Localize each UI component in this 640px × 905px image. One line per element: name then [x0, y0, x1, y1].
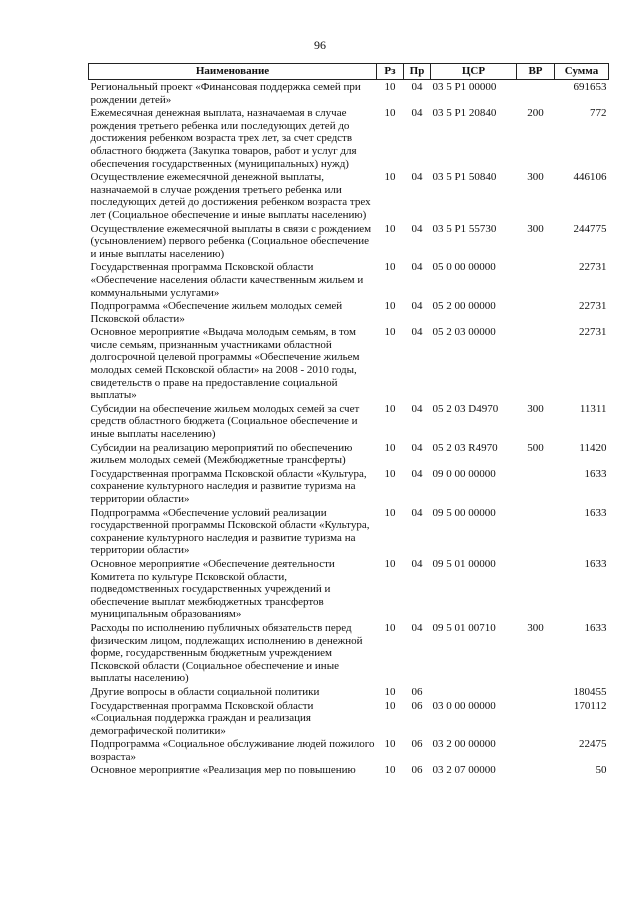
cell-pr: 04 — [411, 326, 423, 339]
cell-pr: 04 — [411, 261, 423, 274]
cell-name: Региональный проект «Финансовая поддержка семей при рождении детей» — [90, 81, 361, 106]
cell-rz: 10 — [384, 738, 396, 751]
table-row — [89, 441, 609, 467]
cell-vr: 300 — [527, 171, 544, 184]
cell-sum: 22731 — [579, 326, 607, 339]
cell-rz: 10 — [384, 441, 396, 454]
cell-vr — [517, 325, 555, 402]
cell-csr: 09 5 01 00710 — [432, 621, 496, 634]
table-row — [89, 299, 609, 325]
cell-name: Государственная программа Псковской области «Социальная поддержка граждан и реализация демографической политики» — [90, 699, 314, 737]
table-row — [89, 170, 609, 221]
table-row — [89, 557, 609, 621]
cell-vr: 500 — [527, 441, 544, 454]
cell-rz: 10 — [384, 685, 396, 698]
cell-csr: 05 2 03 D4970 — [432, 402, 499, 415]
cell-pr: 06 — [411, 699, 423, 712]
cell-vr: 300 — [527, 402, 544, 415]
cell-name: Подпрограмма «Обеспечение жильем молодых семей Псковской области» — [90, 300, 343, 325]
cell-sum: 11311 — [579, 402, 607, 415]
cell-sum: 772 — [590, 107, 607, 120]
cell-name: Государственная программа Псковской области «Обеспечение населения области качественным жильем и коммунальными услугами» — [90, 261, 364, 299]
table-row — [89, 80, 609, 107]
cell-name: Основное мероприятие «Обеспечение деятельности Комитета по культуре Псковской области, подведомственных государственных учреждений и обеспечение выплат межбюджетных трансфертов муниципальным образованиям» — [90, 557, 335, 621]
cell-rz: 10 — [384, 467, 396, 480]
cell-sum: 1633 — [584, 557, 607, 570]
cell-rz: 10 — [384, 171, 396, 184]
cell-pr: 04 — [411, 222, 423, 235]
cell-sum: 180455 — [573, 685, 607, 698]
cell-name: Расходы по исполнению публичных обязательств перед физическим лицом, подлежащих исполнению в денежной форме, государственным бюджетным учреждением Псковской области (Социальное обеспечение и иные выплаты населению) — [90, 621, 363, 685]
cell-rz: 10 — [384, 557, 396, 570]
table-row — [89, 106, 609, 170]
cell-rz: 10 — [384, 81, 396, 93]
cell-csr: 09 5 01 00000 — [432, 557, 496, 570]
cell-rz: 10 — [384, 300, 396, 313]
cell-sum: 11420 — [579, 441, 607, 454]
cell-sum: 691653 — [573, 81, 607, 93]
cell-csr: 03 5 P1 20840 — [432, 107, 497, 120]
cell-rz: 10 — [384, 261, 396, 274]
cell-rz: 10 — [384, 764, 396, 777]
cell-vr — [517, 80, 555, 107]
cell-csr: 03 2 07 00000 — [432, 764, 496, 777]
cell-pr: 04 — [411, 402, 423, 415]
table-row — [89, 260, 609, 299]
cell-pr: 06 — [411, 764, 423, 777]
cell-name: Субсидии на реализацию мероприятий по обеспечению жильем молодых семей (Межбюджетные трансферты) — [90, 441, 353, 467]
cell-csr: 05 2 03 00000 — [432, 326, 496, 339]
cell-rz: 10 — [384, 107, 396, 120]
cell-pr: 06 — [411, 685, 423, 698]
table-row — [89, 763, 609, 777]
cell-pr: 04 — [411, 81, 423, 93]
cell-vr: 300 — [527, 222, 544, 235]
cell-rz: 10 — [384, 222, 396, 235]
cell-vr — [517, 699, 555, 738]
cell-sum: 170112 — [573, 699, 607, 712]
cell-name: Другие вопросы в области социальной политики — [90, 685, 320, 698]
cell-csr: 05 0 00 00000 — [432, 261, 496, 274]
cell-pr: 04 — [411, 171, 423, 184]
cell-pr: 06 — [411, 738, 423, 751]
cell-name: Государственная программа Псковской области «Культура, сохранение культурного наследия и развитие туризма на территории области» — [90, 467, 367, 505]
table-row — [89, 467, 609, 506]
cell-csr: 09 0 00 00000 — [432, 467, 496, 480]
cell-sum: 446106 — [573, 171, 607, 184]
cell-csr: 03 5 P1 50840 — [432, 171, 497, 184]
cell-sum: 1633 — [584, 506, 607, 519]
cell-rz: 10 — [384, 326, 396, 339]
cell-pr: 04 — [411, 107, 423, 120]
budget-table — [88, 63, 609, 777]
cell-vr: 300 — [527, 621, 544, 634]
cell-sum: 1633 — [584, 621, 607, 634]
header-sum: Сумма — [555, 64, 609, 80]
cell-pr: 04 — [411, 557, 423, 570]
cell-name: Осуществление ежемесячной денежной выплаты, назначаемой в случае рождения третьего ребенка или последующих детей до достижения ребенком возраста трех лет (Социальное обеспечение и иные выплаты населению) — [90, 171, 371, 221]
header-vr: ВР — [517, 64, 555, 80]
cell-name: Подпрограмма «Обеспечение условий реализации государственной программы Псковской области «Культура, сохранение культурного наследия и развитие туризма на территории области» — [90, 506, 370, 557]
cell-csr — [431, 685, 517, 699]
cell-vr — [517, 506, 555, 557]
cell-rz: 10 — [384, 402, 396, 415]
cell-name: Основное мероприятие «Выдача молодым семьям, в том числе семьям, признанным участниками областной долгосрочной целевой программы «Обеспечение жильем молодых семей Псковской области» на 2008 - 2010 годы, свидетельств о праве на предоставление социальной выплаты» — [90, 326, 360, 402]
cell-csr: 03 0 00 00000 — [432, 699, 496, 712]
page-number: 96 — [314, 38, 326, 52]
header-csr: ЦСР — [431, 64, 517, 80]
cell-name: Ежемесячная денежная выплата, назначаемая в случае рождения третьего ребенка или последующих детей до достижения ребенком возраста трех лет, за счет средств областного бюджета (Закупка товаров, работ и услуг для обеспечения государственных (муниципальных) нужд) — [90, 107, 357, 170]
cell-vr — [517, 685, 555, 699]
cell-rz: 10 — [384, 621, 396, 634]
table-row — [89, 737, 609, 763]
cell-name: Осуществление ежемесячной выплаты в связи с рождением (усыновлением) первого ребенка (Социальное обеспечение и иные выплаты населению) — [90, 222, 372, 260]
table-header-row — [89, 64, 609, 80]
cell-sum: 50 — [595, 764, 607, 777]
cell-vr — [517, 737, 555, 763]
cell-vr — [517, 557, 555, 621]
cell-name: Основное мероприятие «Реализация мер по повышению — [90, 764, 356, 777]
table-row — [89, 325, 609, 402]
cell-sum: 22731 — [579, 261, 607, 274]
header-pr: Пр — [404, 64, 431, 80]
header-rz: Рз — [377, 64, 404, 80]
cell-pr: 04 — [411, 441, 423, 454]
table-row — [89, 685, 609, 699]
cell-csr: 03 5 P1 00000 — [432, 81, 497, 93]
table-row — [89, 402, 609, 441]
cell-vr — [517, 467, 555, 506]
cell-pr: 04 — [411, 467, 423, 480]
header-name: Наименование — [89, 64, 377, 80]
table-row — [89, 699, 609, 738]
cell-rz: 10 — [384, 699, 396, 712]
cell-pr: 04 — [411, 300, 423, 313]
cell-csr: 03 5 P1 55730 — [432, 222, 497, 235]
cell-sum: 244775 — [573, 222, 607, 235]
cell-rz: 10 — [384, 506, 396, 519]
cell-vr — [517, 299, 555, 325]
table-row — [89, 222, 609, 261]
cell-vr — [517, 763, 555, 777]
cell-pr: 04 — [411, 621, 423, 634]
cell-name: Субсидии на обеспечение жильем молодых семей за счет средств областного бюджета (Социальное обеспечение и иные выплаты населению) — [90, 402, 360, 441]
table-row — [89, 506, 609, 557]
cell-vr — [517, 260, 555, 299]
cell-csr: 05 2 00 00000 — [432, 300, 496, 313]
cell-vr: 200 — [527, 107, 544, 120]
cell-csr: 05 2 03 R4970 — [432, 441, 498, 454]
cell-pr: 04 — [411, 506, 423, 519]
cell-csr: 03 2 00 00000 — [432, 738, 496, 751]
table-row — [89, 621, 609, 685]
cell-name: Подпрограмма «Социальное обслуживание людей пожилого возраста» — [90, 738, 375, 763]
cell-sum: 1633 — [584, 467, 607, 480]
cell-csr: 09 5 00 00000 — [432, 506, 496, 519]
cell-sum: 22475 — [579, 738, 607, 751]
cell-sum: 22731 — [579, 300, 607, 313]
